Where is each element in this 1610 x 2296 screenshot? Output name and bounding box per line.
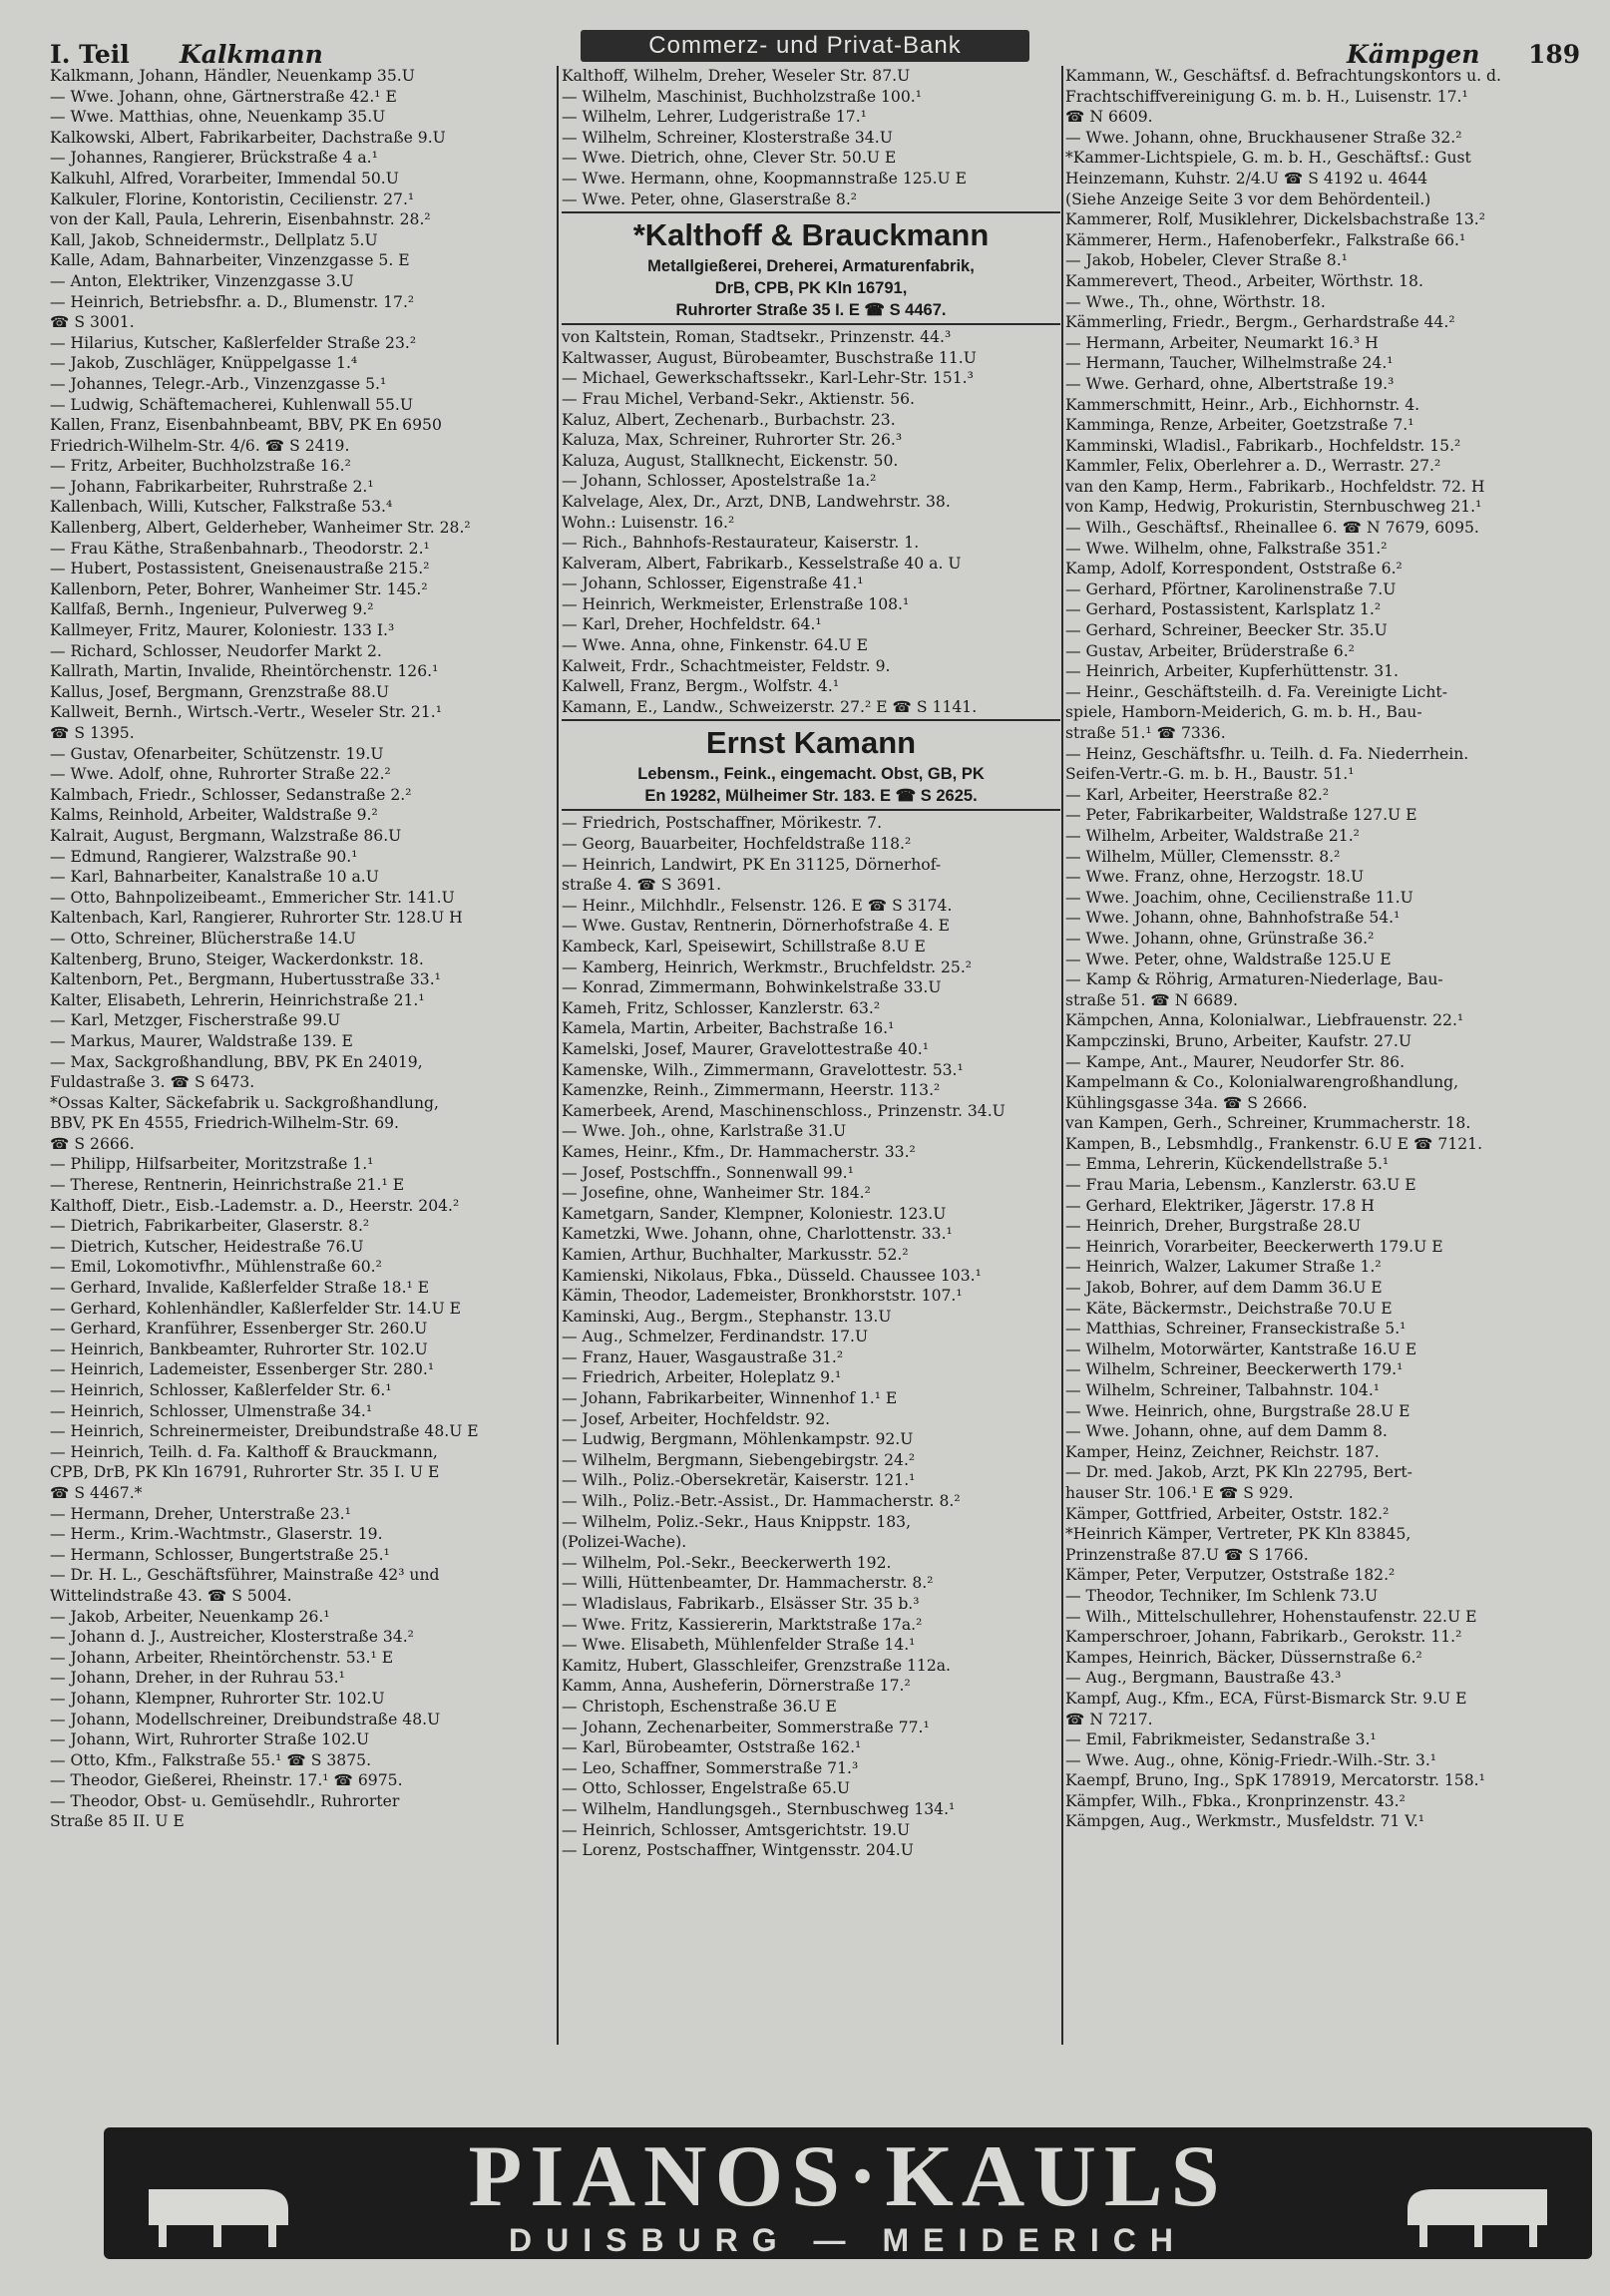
ad-subtitle: DUISBURG — MEIDERICH (508, 2222, 1187, 2258)
directory-entry: Kalkuhl, Alfred, Vorarbeiter, Immendal 50.U (50, 169, 399, 188)
directory-entry: — Hermann, Arbeiter, Neumarkt 16.³ H (1065, 333, 1379, 352)
directory-entry: — Wwe. Adolf, ohne, Ruhrorter Straße 22.² (50, 765, 391, 784)
directory-entry: — Otto, Schreiner, Blücherstraße 14.U (50, 929, 356, 948)
directory-entry: — Wwe. Johann, ohne, Bahnhofstraße 54.¹ (1065, 909, 1401, 928)
directory-entry: Wohn.: Luisenstr. 16.² (562, 513, 735, 532)
advert-line: DrB, CPB, PK Kln 16791, (714, 279, 908, 298)
directory-entry: Kamperschroer, Johann, Fabrikarb., Gerokstr. 11.² (1065, 1628, 1462, 1647)
page-number: 189 (1528, 40, 1581, 69)
directory-entry: Kalthoff, Dietr., Eisb.-Lademstr. a. D., Heerstr. 204.² (50, 1196, 460, 1215)
directory-entry: — Kamberg, Heinrich, Werkmstr., Bruchfeldstr. 25.² (562, 957, 973, 976)
directory-entry: — Gerhard, Invalide, Kaßlerfelder Straße 18.¹ E (50, 1279, 430, 1298)
directory-entry: — Heinrich, Teilh. d. Fa. Kalthoff & Brauckmann, (50, 1442, 438, 1461)
directory-entry: — Richard, Schlosser, Neudorfer Markt 2. (50, 641, 382, 660)
directory-entry: Kamenske, Wilh., Zimmermann, Gravelottestr. 53.¹ (562, 1060, 964, 1079)
directory-entry: Kalms, Reinhold, Arbeiter, Waldstraße 9.² (50, 806, 378, 825)
column-2 (562, 66, 1060, 2045)
directory-entry: — Karl, Dreher, Hochfeldstr. 64.¹ (562, 615, 822, 634)
directory-entry: Kametzki, Wwe. Johann, ohne, Charlottenstr. 33.¹ (562, 1225, 953, 1244)
directory-entry: Kampczinski, Bruno, Arbeiter, Kaufstr. 27.U (1065, 1031, 1412, 1050)
directory-entry: — Johann, Schlosser, Eigenstraße 41.¹ (562, 574, 864, 593)
directory-entry: straße 51.¹ ☎ 7336. (1065, 724, 1226, 742)
directory-entry: — Otto, Schlosser, Engelstraße 65.U (562, 1779, 851, 1798)
directory-entry: — Josef, Postschffn., Sonnenwall 99.¹ (562, 1163, 854, 1182)
directory-entry: — Wwe. Wilhelm, ohne, Falkstraße 351.² (1065, 539, 1388, 558)
directory-entry: — Konrad, Zimmermann, Bohwinkelstraße 33.U (562, 978, 942, 997)
directory-entry: — Johann, Arbeiter, Rheintörchenstr. 53.¹ E (50, 1648, 394, 1667)
directory-entry: — Aug., Schmelzer, Ferdinandstr. 17.U (562, 1328, 869, 1346)
ad-title: PIANOS·KAULS (468, 2128, 1228, 2225)
directory-entry: — Lorenz, Postschaffner, Wintgensstr. 204.U (562, 1841, 914, 1860)
ad-rule (562, 809, 1060, 811)
directory-entry: — Leo, Schaffner, Sommerstraße 71.³ (562, 1758, 859, 1777)
directory-entry: — Aug., Bergmann, Baustraße 43.³ (1065, 1669, 1342, 1688)
directory-entry: — Gerhard, Schreiner, Beecker Str. 35.U (1065, 621, 1388, 640)
directory-entry: Kamelski, Josef, Maurer, Gravelottestraße 40.¹ (562, 1039, 929, 1058)
directory-entry: Kallrath, Martin, Invalide, Rheintörchenstr. 126.¹ (50, 662, 439, 681)
directory-entry: Frachtschiffvereinigung G. m. b. H., Luisenstr. 17.¹ (1065, 87, 1468, 106)
directory-entry: — Christoph, Eschenstraße 36.U E (562, 1697, 837, 1716)
directory-entry: — Wwe. Anna, ohne, Finkenstr. 64.U E (562, 636, 869, 655)
directory-entry: — Wilhelm, Schreiner, Talbahnstr. 104.¹ (1065, 1381, 1381, 1399)
directory-entry: Kamm, Anna, Ausheferin, Dörnerstraße 17.² (562, 1677, 911, 1696)
directory-entry: Kalmbach, Friedr., Schlosser, Sedanstraße 2.² (50, 785, 412, 804)
right-guide-word: Kämpgen (1347, 40, 1480, 69)
directory-entry: — Jakob, Hobeler, Clever Straße 8.¹ (1065, 251, 1348, 270)
directory-entry: Kaempf, Bruno, Ing., SpK 178919, Mercatorstr. 158.¹ (1065, 1771, 1485, 1790)
directory-entry: — Johann d. J., Austreicher, Klosterstraße 34.² (50, 1628, 414, 1647)
directory-entry: — Gustav, Arbeiter, Brüderstraße 6.² (1065, 641, 1355, 660)
column-divider (557, 66, 559, 2045)
directory-entry: Kambeck, Karl, Speisewirt, Schillstraße 8.U E (562, 938, 926, 956)
directory-entry: — Hermann, Taucher, Wilhelmstraße 24.¹ (1065, 354, 1394, 373)
directory-entry: — Friedrich, Postschaffner, Mörikestr. 7. (562, 814, 883, 833)
directory-entry: Kallen, Franz, Eisenbahnbeamt, BBV, PK En 6950 (50, 416, 442, 435)
directory-entry: *Ossas Kalter, Säckefabrik u. Sackgroßhandlung, (50, 1093, 439, 1112)
directory-entry: — Dr. med. Jakob, Arzt, PK Kln 22795, Bert- (1065, 1463, 1412, 1482)
directory-entry: — Wwe. Joachim, ohne, Cecilienstraße 11.U (1065, 888, 1413, 907)
directory-entry: — Heinrich, Werkmeister, Erlenstraße 108.¹ (562, 594, 910, 613)
directory-entry: — Emil, Lokomotivfhr., Mühlenstraße 60.² (50, 1258, 382, 1277)
directory-entry: *Heinrich Kämper, Vertreter, PK Kln 83845, (1065, 1525, 1411, 1544)
directory-entry: van Kampen, Gerh., Schreiner, Krummacherstr. 18. (1065, 1114, 1471, 1133)
directory-entry: Kamela, Martin, Arbeiter, Bachstraße 16.¹ (562, 1019, 895, 1038)
directory-entry: — Wwe. Joh., ohne, Karlstraße 31.U (562, 1122, 847, 1141)
directory-entry: — Anton, Elektriker, Vinzenzgasse 3.U (50, 271, 354, 290)
directory-entry: — Theodor, Techniker, Im Schlenk 73.U (1065, 1586, 1379, 1605)
directory-entry: Kamper, Heinz, Zeichner, Reichstr. 187. (1065, 1442, 1380, 1461)
directory-entry: — Fritz, Arbeiter, Buchholzstraße 16.² (50, 457, 351, 476)
directory-entry: Kalthoff, Wilhelm, Dreher, Weseler Str. 87.U (562, 67, 911, 85)
directory-entry: — Wilhelm, Motorwärter, Kantstraße 16.U E (1065, 1339, 1417, 1358)
directory-entry: — Wwe. Johann, ohne, Gärtnerstraße 42.¹ E (50, 87, 397, 106)
directory-entry: Kames, Heinr., Kfm., Dr. Hammacherstr. 33.² (562, 1142, 916, 1161)
directory-entry: — Theodor, Gießerei, Rheinstr. 17.¹ ☎ 6975. (50, 1771, 403, 1790)
directory-entry: — Heinrich, Vorarbeiter, Beeckerwerth 179.U E (1065, 1237, 1443, 1256)
directory-entry: Kallus, Josef, Bergmann, Grenzstraße 88.U (50, 682, 390, 701)
directory-entry: — Gerhard, Pförtner, Karolinenstraße 7.U (1065, 579, 1397, 598)
directory-entry: — Otto, Bahnpolizeibeamt., Emmericher Str. 141.U (50, 888, 455, 907)
directory-entry: Kamitz, Hubert, Glasschleifer, Grenzstraße 112a. (562, 1656, 952, 1675)
directory-entry: (Polizei-Wache). (562, 1533, 687, 1552)
directory-entry: Kaltenberg, Bruno, Steiger, Wackerdonkstr. 18. (50, 950, 424, 968)
directory-entry: — Matthias, Schreiner, Franseckistraße 5.¹ (1065, 1320, 1407, 1339)
directory-entry: Kamien, Arthur, Buchhalter, Markusstr. 52.² (562, 1245, 909, 1264)
column-1 (50, 66, 557, 2045)
directory-entry: Kaltenbach, Karl, Rangierer, Ruhrorter Str. 128.U H (50, 909, 463, 928)
directory-entry: — Wilhelm, Poliz.-Sekr., Haus Knippstr. 183, (562, 1512, 912, 1531)
directory-entry: — Wwe. Aug., ohne, König-Friedr.-Wilh.-Str. 3.¹ (1065, 1750, 1437, 1769)
directory-entry: — Wwe. Johann, ohne, Bruckhausener Straße 32.² (1065, 128, 1462, 147)
directory-entry: Heinzemann, Kuhstr. 2/4.U ☎ S 4192 u. 4644 (1065, 169, 1428, 188)
directory-entry: Kammerevert, Theod., Arbeiter, Wörthstr. 18. (1065, 271, 1423, 290)
directory-entry: — Heinz, Geschäftsfhr. u. Teilh. d. Fa. Niederrhein. (1065, 744, 1469, 763)
directory-entry: Kaltwasser, August, Bürobeamter, Buschstraße 11.U (562, 348, 977, 367)
directory-entry: — Wilhelm, Schreiner, Klosterstraße 34.U (562, 128, 893, 147)
directory-entry: ☎ S 1395. (50, 724, 135, 742)
directory-entry: — Therese, Rentnerin, Heinrichstraße 21.¹ E (50, 1176, 405, 1195)
directory-entry: (Siehe Anzeige Seite 3 vor dem Behördenteil.) (1065, 190, 1431, 208)
directory-entry: — Michael, Gewerkschaftssekr., Karl-Lehr-Str. 151.³ (562, 369, 974, 388)
directory-entry: Kamenzke, Reinh., Zimmermann, Heerstr. 113.² (562, 1081, 941, 1100)
directory-entry: — Wilh., Geschäftsf., Rheinallee 6. ☎ N 7679, 6095. (1065, 519, 1479, 538)
directory-entry: — Dietrich, Fabrikarbeiter, Glaserstr. 8.² (50, 1217, 370, 1236)
directory-entry: Kamann, E., Landw., Schweizerstr. 27.² E ☎ S 1141. (562, 697, 978, 716)
directory-entry: — Hilarius, Kutscher, Kaßlerfelder Straße 23.² (50, 333, 417, 352)
directory-entry: Seifen-Vertr.-G. m. b. H., Baustr. 51.¹ (1065, 765, 1355, 784)
directory-entry: straße 51. ☎ N 6689. (1065, 990, 1239, 1009)
directory-entry: Kallfaß, Bernh., Ingenieur, Pulverweg 9.² (50, 600, 374, 619)
directory-entry: Kallweit, Bernh., Wirtsch.-Vertr., Weseler Str. 21.¹ (50, 703, 442, 722)
directory-entry: Kämmerer, Herm., Hafenoberfekr., Falkstraße 66.¹ (1065, 230, 1466, 249)
directory-entry: Kämpchen, Anna, Kolonialwar., Liebfrauenstr. 22.¹ (1065, 1011, 1464, 1030)
directory-entry: Kalrait, August, Bergmann, Walzstraße 86.U (50, 826, 402, 845)
directory-entry: — Rich., Bahnhofs-Restaurateur, Kaiserstr. 1. (562, 534, 920, 553)
part-label: I. Teil (50, 40, 130, 69)
directory-entry: Kämmerling, Friedr., Bergm., Gerhardstraße 44.² (1065, 313, 1455, 332)
directory-entry: — Philipp, Hilfsarbeiter, Moritzstraße 1.¹ (50, 1155, 374, 1174)
directory-entry: Kämper, Gottfried, Arbeiter, Oststr. 182.² (1065, 1504, 1390, 1523)
directory-entry: — Jakob, Arbeiter, Neuenkamp 26.¹ (50, 1607, 330, 1626)
directory-entry: — Wwe. Franz, ohne, Herzogstr. 18.U (1065, 868, 1365, 887)
advert-line: En 19282, Mülheimer Str. 183. E ☎ S 2625. (644, 787, 978, 806)
directory-entry: Fuldastraße 3. ☎ S 6473. (50, 1073, 255, 1092)
ad-rule (562, 719, 1060, 721)
left-guide-word: Kalkmann (180, 40, 323, 69)
directory-entry: — Heinrich, Schreinermeister, Dreibundstraße 48.U E (50, 1422, 479, 1441)
directory-entry: — Karl, Bahnarbeiter, Kanalstraße 10 a.U (50, 868, 379, 887)
piano-icon (1403, 2169, 1552, 2249)
directory-entry: — Wwe. Heinrich, ohne, Burgstraße 28.U E (1065, 1401, 1410, 1420)
directory-entry: Kamminski, Wladisl., Fabrikarb., Hochfeldstr. 15.² (1065, 436, 1461, 455)
directory-entry: Wittelindstraße 43. ☎ S 5004. (50, 1586, 292, 1605)
directory-entry: Kallenberg, Albert, Gelderheber, Wanheimer Str. 28.² (50, 519, 471, 538)
directory-entry: — Wwe. Johann, ohne, auf dem Damm 8. (1065, 1422, 1388, 1441)
directory-entry: — Willi, Hüttenbeamter, Dr. Hammacherstr. 8.² (562, 1574, 934, 1593)
directory-entry: Kaminski, Aug., Bergm., Stephanstr. 13.U (562, 1307, 892, 1326)
directory-entry: Kamienski, Nikolaus, Fbka., Düsseld. Chaussee 103.¹ (562, 1266, 982, 1285)
directory-entry: — Johannes, Telegr.-Arb., Vinzenzgasse 5.¹ (50, 374, 387, 393)
directory-entry: — Emil, Fabrikmeister, Sedanstraße 3.¹ (1065, 1730, 1377, 1749)
directory-entry: Kameh, Fritz, Schlosser, Kanzlerstr. 63.² (562, 998, 881, 1017)
column-3 (1065, 66, 1584, 2045)
directory-entry: — Georg, Bauarbeiter, Hochfeldstraße 118.² (562, 835, 912, 854)
ad-rule (562, 211, 1060, 213)
directory-entry: — Ludwig, Bergmann, Möhlenkampstr. 92.U (562, 1430, 914, 1449)
directory-entry: — Kamp & Röhrig, Armaturen-Niederlage, Bau- (1065, 970, 1443, 989)
directory-entry: — Wladislaus, Fabrikarb., Elsässer Str. 35 b.³ (562, 1595, 920, 1613)
directory-entry: CPB, DrB, PK Kln 16791, Ruhrorter Str. 35 I. U E (50, 1463, 440, 1482)
directory-entry: — Heinrich, Schlosser, Amtsgerichtstr. 19.U (562, 1820, 911, 1839)
directory-entry: Kaluza, August, Stallknecht, Eickenstr. 50. (562, 451, 899, 470)
directory-entry: — Dietrich, Kutscher, Heidestraße 76.U (50, 1237, 364, 1256)
directory-entry: Kalkowski, Albert, Fabrikarbeiter, Dachstraße 9.U (50, 128, 446, 147)
directory-entry: — Wilhelm, Schreiner, Beeckerwerth 179.¹ (1065, 1360, 1404, 1379)
directory-entry: Kallenborn, Peter, Bohrer, Wanheimer Str. 145.² (50, 579, 428, 598)
directory-entry: — Johann, Wirt, Ruhrorter Straße 102.U (50, 1730, 370, 1749)
directory-entry: — Wwe. Matthias, ohne, Neuenkamp 35.U (50, 108, 386, 127)
directory-entry: — Jakob, Bohrer, auf dem Damm 36.U E (1065, 1279, 1383, 1298)
directory-entry: — Johann, Zechenarbeiter, Sommerstraße 77.¹ (562, 1718, 930, 1736)
directory-entry: — Karl, Bürobeamter, Oststraße 162.¹ (562, 1738, 862, 1757)
directory-entry: von Kamp, Hedwig, Prokuristin, Sternbuschweg 21.¹ (1065, 498, 1482, 517)
directory-entry: ☎ N 7217. (1065, 1710, 1153, 1728)
advert-heading: Ernst Kamann (705, 725, 917, 761)
directory-entry: — Wwe. Peter, ohne, Glaserstraße 8.² (562, 190, 858, 208)
directory-entry: — Heinrich, Schlosser, Kaßlerfelder Str. 6.¹ (50, 1381, 392, 1399)
directory-entry: Kämper, Peter, Verputzer, Oststraße 182.² (1065, 1566, 1396, 1585)
directory-entry: — Heinrich, Walzer, Lakumer Straße 1.² (1065, 1258, 1382, 1277)
directory-entry: Kammler, Felix, Oberlehrer a. D., Werrastr. 27.² (1065, 457, 1441, 476)
directory-entry: — Wilhelm, Handlungsgeh., Sternbuschweg 134.¹ (562, 1799, 956, 1818)
directory-entry: ☎ N 6609. (1065, 108, 1153, 127)
directory-entry: — Markus, Maurer, Waldstraße 139. E (50, 1031, 353, 1050)
directory-entry: — Edmund, Rangierer, Walzstraße 90.¹ (50, 847, 358, 866)
directory-entry: von Kaltstein, Roman, Stadtsekr., Prinzenstr. 44.³ (562, 328, 952, 347)
directory-entry: Kalweit, Frdr., Schachtmeister, Feldstr. 9. (562, 656, 891, 675)
directory-entry: Kaltenborn, Pet., Bergmann, Hubertusstraße 33.¹ (50, 970, 441, 989)
advert-line: Ruhrorter Straße 35 I. E ☎ S 4467. (675, 301, 947, 320)
directory-entry: ☎ S 3001. (50, 313, 135, 332)
directory-entry: — Johannes, Rangierer, Brückstraße 4 a.¹ (50, 149, 378, 168)
directory-entry: hauser Str. 106.¹ E ☎ S 929. (1065, 1483, 1294, 1502)
column-divider (1061, 66, 1063, 2045)
directory-entry: Kall, Jakob, Schneidermstr., Dellplatz 5.U (50, 230, 378, 249)
directory-entry: Kalveram, Albert, Fabrikarb., Kesselstraße 40 a. U (562, 554, 962, 573)
directory-entry: Kämin, Theodor, Lademeister, Bronkhorststr. 107.¹ (562, 1287, 963, 1306)
directory-entry: — Käte, Bäckermstr., Deichstraße 70.U E (1065, 1299, 1393, 1318)
directory-entry: — Heinrich, Betriebsfhr. a. D., Blumenstr. 17.² (50, 292, 415, 311)
directory-entry: — Wwe. Hermann, ohne, Koopmannstraße 125.U E (562, 169, 968, 188)
directory-entry: Kampes, Heinrich, Bäcker, Düssernstraße 6.² (1065, 1648, 1422, 1667)
directory-entry: Kalter, Elisabeth, Lehrerin, Heinrichstraße 21.¹ (50, 990, 425, 1009)
directory-entry: Kalkuler, Florine, Kontoristin, Cecilienstr. 27.¹ (50, 190, 415, 208)
directory-entry: — Johann, Fabrikarbeiter, Ruhrstraße 2.¹ (50, 477, 374, 496)
directory-entry: — Ludwig, Schäftemacherei, Kuhlenwall 55.U (50, 395, 414, 414)
directory-entry: — Heinr., Geschäftsteilh. d. Fa. Vereinigte Licht- (1065, 682, 1447, 701)
directory-entry: BBV, PK En 4555, Friedrich-Wilhelm-Str. 69. (50, 1114, 399, 1133)
directory-entry: — Gerhard, Kranführer, Essenberger Str. 260.U (50, 1320, 428, 1339)
directory-entry: Friedrich-Wilhelm-Str. 4/6. ☎ S 2419. (50, 436, 350, 455)
directory-entry: Kalle, Adam, Bahnarbeiter, Vinzenzgasse 5. E (50, 251, 410, 270)
directory-entry: — Karl, Metzger, Fischerstraße 99.U (50, 1011, 341, 1030)
directory-entry: — Wilh., Mittelschullehrer, Hohenstaufenstr. 22.U E (1065, 1607, 1477, 1626)
directory-entry: — Hermann, Dreher, Unterstraße 23.¹ (50, 1504, 351, 1523)
directory-entry: — Johann, Schlosser, Apostelstraße 1a.² (562, 472, 877, 491)
directory-entry: — Jakob, Zuschläger, Knüppelgasse 1.⁴ (50, 354, 358, 373)
directory-entry: — Wilhelm, Lehrer, Ludgeristraße 17.¹ (562, 108, 867, 127)
directory-entry: *Kammer-Lichtspiele, G. m. b. H., Geschäftsf.: Gust (1065, 149, 1471, 168)
directory-entry: — Wilhelm, Bergmann, Siebengebirgstr. 24.² (562, 1450, 916, 1469)
directory-entry: Kammerschmitt, Heinr., Arb., Eichhornstr. 4. (1065, 395, 1420, 414)
directory-entry: — Gerhard, Kohlenhändler, Kaßlerfelder Str. 14.U E (50, 1299, 462, 1318)
directory-entry: — Heinrich, Landwirt, PK En 31125, Dörnerhof- (562, 855, 942, 874)
directory-entry: — Friedrich, Arbeiter, Holeplatz 9.¹ (562, 1368, 842, 1387)
directory-entry: Kalkmann, Johann, Händler, Neuenkamp 35.U (50, 67, 415, 85)
directory-entry: — Wwe. Johann, ohne, Grünstraße 36.² (1065, 929, 1375, 948)
directory-entry: — Dr. H. L., Geschäftsführer, Mainstraße 42³ und (50, 1566, 440, 1585)
directory-entry: — Wwe. Elisabeth, Mühlenfelder Straße 14.¹ (562, 1636, 916, 1655)
directory-entry: — Wwe. Gustav, Rentnerin, Dörnerhofstraße 4. E (562, 917, 951, 936)
directory-entry: — Hermann, Schlosser, Bungertstraße 25.¹ (50, 1545, 390, 1564)
directory-entry: Kalwell, Franz, Bergm., Wolfstr. 4.¹ (562, 677, 840, 696)
directory-entry: Kampf, Aug., Kfm., ECA, Fürst-Bismarck Str. 9.U E (1065, 1689, 1467, 1708)
directory-entry: — Heinrich, Lademeister, Essenberger Str. 280.¹ (50, 1360, 435, 1379)
directory-entry: — Johann, Modellschreiner, Dreibundstraße 48.U (50, 1710, 441, 1728)
directory-entry: — Johann, Fabrikarbeiter, Winnenhof 1.¹ E (562, 1389, 898, 1408)
piano-advertisement (104, 2127, 1592, 2259)
directory-entry: Kampen, B., Lebsmhdlg., Frankenstr. 6.U E ☎ 7121. (1065, 1134, 1483, 1153)
directory-entry: straße 4. ☎ S 3691. (562, 876, 722, 895)
directory-entry: — Wilhelm, Maschinist, Buchholzstraße 100.¹ (562, 87, 922, 106)
directory-entry: — Wilhelm, Müller, Clemensstr. 8.² (1065, 847, 1341, 866)
directory-entry: — Heinrich, Dreher, Burgstraße 28.U (1065, 1217, 1362, 1236)
directory-entry: Kallenbach, Willi, Kutscher, Falkstraße 53.⁴ (50, 498, 393, 517)
directory-entry: — Frau Michel, Verband-Sekr., Aktienstr. 56. (562, 389, 915, 408)
directory-entry: van den Kamp, Herm., Fabrikarb., Hochfeldstr. 72. H (1065, 477, 1485, 496)
ad-rule (562, 323, 1060, 325)
directory-entry: — Heinrich, Bankbeamter, Ruhrorter Str. 102.U (50, 1339, 428, 1358)
directory-entry: Kammerer, Rolf, Musiklehrer, Dickelsbachstraße 13.² (1065, 210, 1485, 229)
directory-entry: Kaluz, Albert, Zechenarb., Burbachstr. 23. (562, 410, 896, 429)
bank-banner: Commerz- und Privat-Bank (581, 30, 1029, 62)
directory-entry: — Heinrich, Schlosser, Ulmenstraße 34.¹ (50, 1401, 373, 1420)
directory-entry: spiele, Hamborn-Meiderich, G. m. b. H., Bau- (1065, 703, 1422, 722)
directory-entry: — Frau Maria, Lebensm., Kanzlerstr. 63.U E (1065, 1176, 1416, 1195)
directory-entry: — Hubert, Postassistent, Gneisenaustraße 215.² (50, 560, 430, 578)
directory-entry: Kaluza, Max, Schreiner, Ruhrorter Str. 26.³ (562, 431, 903, 450)
directory-entry: — Wilh., Poliz.-Obersekretär, Kaiserstr. 121.¹ (562, 1471, 916, 1490)
directory-entry: Kalvelage, Alex, Dr., Arzt, DNB, Landwehrstr. 38. (562, 492, 951, 511)
directory-entry: Prinzenstraße 87.U ☎ S 1766. (1065, 1545, 1309, 1564)
directory-entry: Kampelmann & Co., Kolonialwarengroßhandlung, (1065, 1073, 1459, 1092)
directory-entry: Kämpgen, Aug., Werkmstr., Musfeldstr. 71 V.¹ (1065, 1812, 1425, 1831)
directory-entry: — Gerhard, Elektriker, Jägerstr. 17.8 H (1065, 1196, 1375, 1215)
directory-entry: — Otto, Kfm., Falkstraße 55.¹ ☎ S 3875. (50, 1750, 372, 1769)
directory-entry: Kametgarn, Sander, Klempner, Koloniestr. 123.U (562, 1204, 947, 1223)
directory-entry: — Theodor, Obst- u. Gemüsehdlr., Ruhrorter (50, 1791, 400, 1810)
directory-entry: — Emma, Lehrerin, Kückendellstraße 5.¹ (1065, 1155, 1390, 1174)
directory-entry: Straße 85 II. U E (50, 1812, 185, 1831)
directory-entry: — Max, Sackgroßhandlung, BBV, PK En 24019, (50, 1052, 423, 1071)
directory-entry: — Wilhelm, Arbeiter, Waldstraße 21.² (1065, 826, 1360, 845)
directory-entry: von der Kall, Paula, Lehrerin, Eisenbahnstr. 28.² (50, 210, 431, 229)
directory-entry: — Johann, Dreher, in der Ruhrau 53.¹ (50, 1669, 345, 1688)
directory-entry: — Heinr., Milchhdlr., Felsenstr. 126. E ☎ S 3174. (562, 896, 953, 915)
directory-entry: Kämpfer, Wilh., Fbka., Kronprinzenstr. 43.² (1065, 1791, 1406, 1810)
directory-entry: Kallmeyer, Fritz, Maurer, Koloniestr. 133 I.³ (50, 621, 395, 640)
directory-entry: ☎ S 2666. (50, 1134, 135, 1153)
advert-line: Lebensm., Feink., eingemacht. Obst, GB, PK (637, 765, 985, 784)
directory-entry: — Kampe, Ant., Maurer, Neudorfer Str. 86. (1065, 1052, 1406, 1071)
directory-entry: Kamp, Adolf, Korrespondent, Oststraße 6.² (1065, 560, 1403, 578)
advert-heading: *Kalthoff & Brauckmann (632, 217, 990, 253)
directory-entry: Kammann, W., Geschäftsf. d. Befrachtungskontors u. d. (1065, 67, 1501, 85)
directory-entry: — Wilhelm, Pol.-Sekr., Beeckerwerth 192. (562, 1553, 892, 1572)
directory-entry: — Wwe. Gerhard, ohne, Albertstraße 19.³ (1065, 374, 1395, 393)
advert-line: Metallgießerei, Dreherei, Armaturenfabrik, (647, 257, 975, 276)
directory-entry: — Frau Käthe, Straßenbahnarb., Theodorstr. 2.¹ (50, 539, 430, 558)
directory-entry: — Wwe. Peter, ohne, Waldstraße 125.U E (1065, 950, 1392, 968)
directory-entry: — Franz, Hauer, Wasgaustraße 31.² (562, 1347, 844, 1366)
directory-entry: — Herm., Krim.-Wachtmstr., Glaserstr. 19. (50, 1525, 383, 1544)
directory-entry: — Johann, Klempner, Ruhrorter Str. 102.U (50, 1689, 385, 1708)
directory-entry: — Heinrich, Arbeiter, Kupferhüttenstr. 31. (1065, 662, 1400, 681)
directory-entry: Kamminga, Renze, Arbeiter, Goetzstraße 7.¹ (1065, 416, 1414, 435)
directory-entry: — Wwe., Th., ohne, Wörthstr. 18. (1065, 292, 1326, 311)
directory-entry: — Josefine, ohne, Wanheimer Str. 184.² (562, 1184, 871, 1203)
directory-entry: — Josef, Arbeiter, Hochfeldstr. 92. (562, 1409, 831, 1428)
directory-entry: — Gustav, Ofenarbeiter, Schützenstr. 19.U (50, 744, 384, 763)
directory-entry: — Wilh., Poliz.-Betr.-Assist., Dr. Hammacherstr. 8.² (562, 1492, 961, 1511)
directory-entry: — Wwe. Fritz, Kassiererin, Marktstraße 17a.² (562, 1615, 923, 1634)
directory-entry: — Karl, Arbeiter, Heerstraße 82.² (1065, 785, 1330, 804)
directory-entry: ☎ S 4467.* (50, 1483, 143, 1502)
directory-entry: — Gerhard, Postassistent, Karlsplatz 1.² (1065, 600, 1382, 619)
directory-entry: Kühlingsgasse 34a. ☎ S 2666. (1065, 1093, 1308, 1112)
directory-entry: — Wwe. Dietrich, ohne, Clever Str. 50.U E (562, 149, 897, 168)
directory-entry: — Peter, Fabrikarbeiter, Waldstraße 127.U E (1065, 806, 1417, 825)
directory-entry: Kamerbeek, Arend, Maschinenschloss., Prinzenstr. 34.U (562, 1101, 1006, 1120)
